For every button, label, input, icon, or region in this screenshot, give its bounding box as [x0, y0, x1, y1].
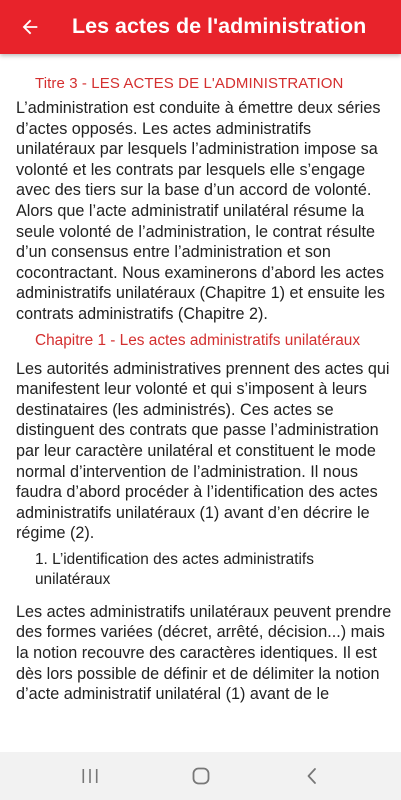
titre-heading: Titre 3 - LES ACTES DE L'ADMINISTRATION	[35, 75, 344, 92]
section-1-paragraph: Les actes administratifs unilatéraux peuvent prendre des formes variées (décret, arrêté, décision...) mais la notion recouvre des caractères identiques. Il est dès lors possible de définir et de délimiter la notion d’acte administratif unilatéral (1) avant de le	[16, 602, 392, 704]
recents-button[interactable]	[70, 756, 110, 796]
back-chevron-icon	[305, 767, 319, 785]
home-icon	[191, 766, 211, 786]
page-title: Les actes de l'administration	[72, 14, 367, 38]
section-1-heading: 1. L’identification des actes administratifs unilatéraux	[35, 550, 314, 588]
chapitre-1-paragraph: Les autorités administratives prennent des actes qui manifestent leur volonté et qui s’imposent à leurs destinataires (les administrés). Ces actes se distinguent des contrats que passe l’administration par leur caractère unilatéral et constituent le mode normal d’intervention de l’administration. Il nous faudra d’abord procéder à l’identification des actes administratifs unilatéraux (1) avant d’en décrire le régime (2).	[16, 359, 390, 543]
article-body	[0, 54, 401, 705]
recents-icon	[81, 768, 99, 784]
system-nav-bar	[0, 752, 401, 800]
content-scroll-area[interactable]	[0, 54, 401, 752]
chapitre-1-heading: Chapitre 1 - Les actes administratifs unilatéraux	[35, 331, 361, 349]
app-bar	[0, 0, 401, 54]
back-button[interactable]	[8, 5, 52, 49]
home-button[interactable]	[181, 756, 221, 796]
nav-back-button[interactable]	[292, 756, 332, 796]
arrow-back-icon	[19, 16, 41, 38]
intro-paragraph: L’administration est conduite à émettre deux séries d’actes opposés. Les actes administratifs unilatéraux par lesquels l’administration impose sa volonté et les contrats par lesquels elle s’engage avec des tiers sur la base d’un accord de volonté. Alors que l’acte administratif unilatéral résume la seule volonté de l’administration, le contrat résulte d’un consensus entre l’administration et son cocontractant. Nous examinerons d’abord les actes administratifs unilatéraux (Chapitre 1) et ensuite les contrats administratifs (Chapitre 2).	[16, 99, 385, 323]
